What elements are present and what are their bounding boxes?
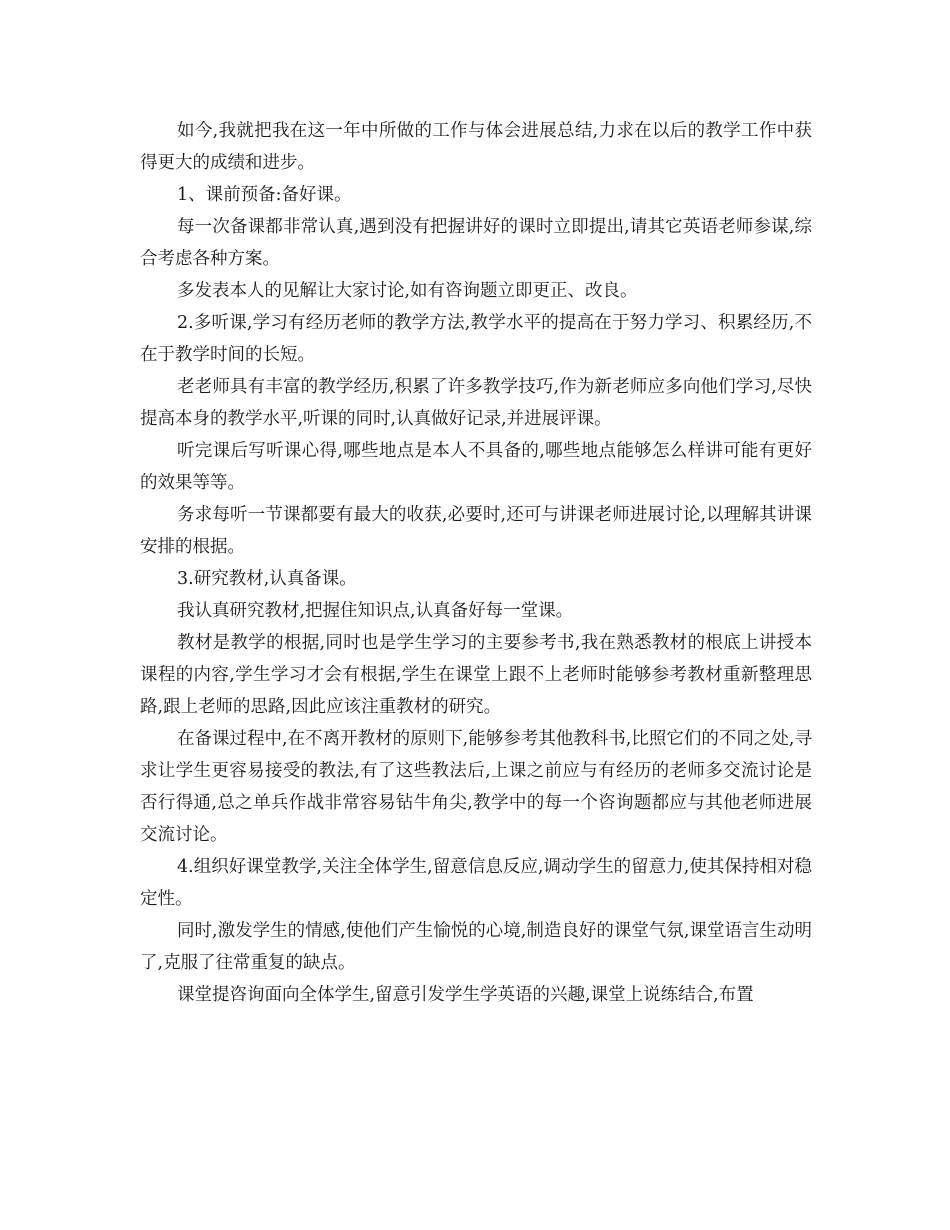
paragraph: 多发表本人的见解让大家讨论,如有咨询题立即更正、改良。 — [177, 281, 638, 301]
section-heading: 3.研究教材,认真备课。 — [177, 569, 357, 589]
paragraph: 每一次备课都非常认真,遇到没有把握讲好的课时立即提出,请其它英语老师参谋,综合考虑各种方案。 — [140, 217, 812, 269]
paragraph: 教材是教学的根据,同时也是学生学习的主要参考书,我在熟悉教材的根底上讲授本课程的内容,学生学习才会有根据,学生在课堂上跟不上老师时能够参考教材重新整理思路,跟上老师的思路,因此应该注重教材的研究。 — [140, 633, 812, 717]
paragraph: 务求每听一节课都要有最大的收获,必要时,还可与讲课老师进展讨论,以理解其讲课安排的根据。 — [140, 505, 812, 557]
paragraph: 4.组织好课堂教学,关注全体学生,留意信息反应,调动学生的留意力,使其保持相对稳定性。 — [140, 857, 812, 909]
paragraph: 老老师具有丰富的教学经历,积累了许多教学技巧,作为新老师应多向他们学习,尽快提高本身的教学水平,听课的同时,认真做好记录,并进展评课。 — [140, 377, 812, 429]
paragraph: 我认真研究教材,把握住知识点,认真备好每一堂课。 — [177, 601, 574, 621]
section-heading: 1、课前预备:备好课。 — [177, 185, 352, 205]
paragraph: 在备课过程中,在不离开教材的原则下,能够参考其他教科书,比照它们的不同之处,寻求让学生更容易接受的教法,有了这些教法后,上课之前应与有经历的老师多交流讨论是否行得通,总之单兵作战非常容易钻牛角尖,教学中的每一个咨询题都应与其他老师进展交流讨论。 — [140, 729, 812, 845]
paragraph: 如今,我就把我在这一年中所做的工作与体会进展总结,力求在以后的教学工作中获得更大的成绩和进步。 — [140, 121, 812, 173]
paragraph: 听完课后写听课心得,哪些地点是本人不具备的,哪些地点能够怎么样讲可能有更好的效果等等。 — [140, 441, 812, 493]
document-body — [140, 115, 812, 1011]
paragraph: 课堂提咨询面向全体学生,留意引发学生学英语的兴趣,课堂上说练结合,布置 — [177, 985, 754, 1005]
paragraph: 同时,激发学生的情感,使他们产生愉悦的心境,制造良好的课堂气氛,课堂语言生动明了,克服了往常重复的缺点。 — [140, 921, 812, 973]
paragraph: 2.多听课,学习有经历老师的教学方法,教学水平的提高在于努力学习、积累经历,不在于教学时间的长短。 — [140, 313, 812, 365]
